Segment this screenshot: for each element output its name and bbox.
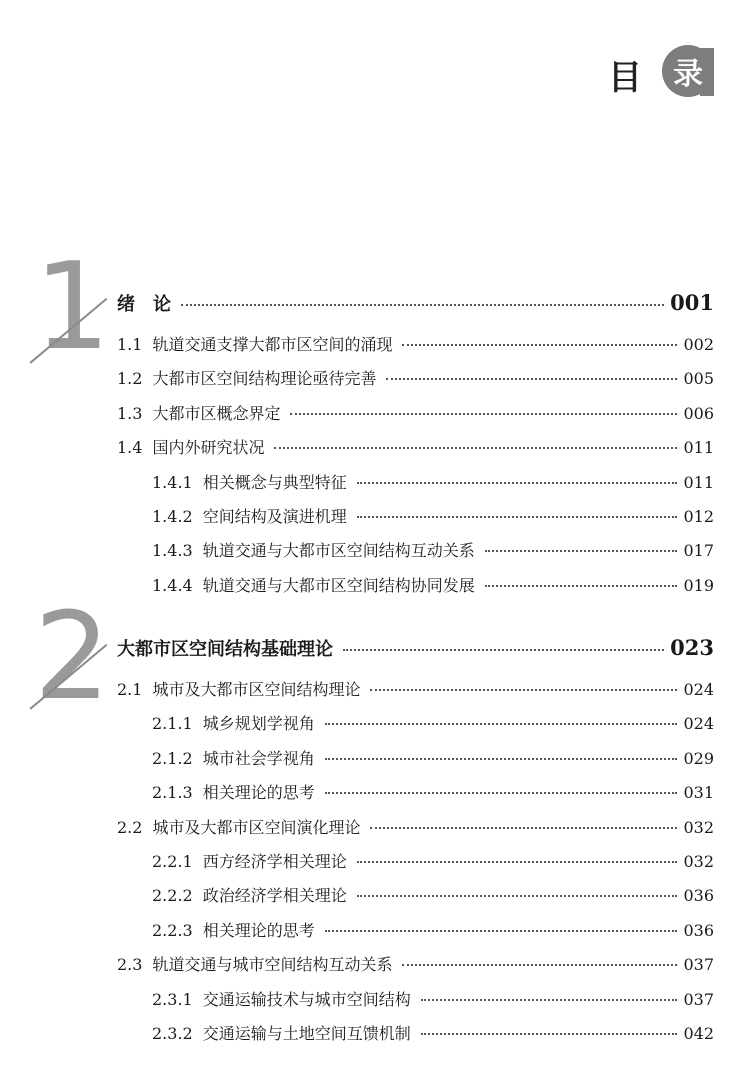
dot-leader: [386, 378, 677, 380]
dot-leader: [325, 792, 678, 794]
section-page-number: 011: [683, 438, 714, 458]
section-number: 1.4: [117, 438, 143, 458]
dot-leader: [325, 930, 678, 932]
dot-leader: [402, 344, 677, 346]
dot-leader: [290, 413, 677, 415]
section-title: 城乡规划学视角: [202, 714, 315, 734]
section-number: 1.2: [117, 369, 143, 389]
section-page-number: 006: [683, 403, 714, 423]
section-number: 2.3.2: [152, 1024, 193, 1043]
section-page-number: 037: [683, 989, 714, 1009]
toc-subsection-row: [152, 504, 714, 527]
section-title: 政治经济学相关理论: [202, 886, 347, 906]
section-number: 2.1.2: [152, 748, 193, 768]
section-number: 2.2: [117, 817, 143, 837]
section-title: 交通运输与土地空间互馈机制: [202, 1024, 411, 1043]
section-page-number: 042: [683, 1024, 714, 1043]
section-page-number: 036: [683, 886, 714, 906]
toc-header-badge: [662, 45, 714, 97]
section-title: 轨道交通支撑大都市区空间的涌现: [152, 335, 393, 354]
section-title: 交通运输技术与城市空间结构: [202, 989, 411, 1009]
section-title: 相关理论的思考: [202, 920, 315, 940]
toc-chapter-row: [117, 290, 714, 316]
section-title: 西方经济学相关理论: [202, 852, 347, 871]
section-title: 大都市区空间结构理论亟待完善: [152, 369, 377, 389]
toc-chapter-row: [117, 635, 714, 661]
section-title: 轨道交通与城市空间结构互动关系: [152, 955, 393, 975]
section-page-number: 005: [683, 369, 714, 389]
toc-subsection-row: [152, 746, 714, 769]
toc-subsection-row: [152, 711, 714, 734]
section-number: 1.4.3: [152, 541, 193, 561]
dot-leader: [370, 827, 677, 829]
section-page-number: 012: [683, 507, 714, 526]
dot-leader: [357, 482, 678, 484]
section-page-number: 032: [683, 817, 714, 837]
dot-leader: [485, 550, 678, 552]
toc-section-row: [117, 366, 714, 389]
dot-leader: [274, 447, 677, 449]
section-title: 轨道交通与大都市区空间结构互动关系: [202, 541, 475, 561]
section-page-number: 024: [683, 680, 714, 699]
dot-leader: [421, 999, 678, 1001]
toc-section-row: [117, 677, 714, 700]
dot-leader: [370, 689, 677, 691]
toc-section-row: [117, 952, 714, 975]
section-title: 相关理论的思考: [202, 783, 315, 803]
chapter-title: 绪 论: [117, 294, 171, 315]
chapter-title: 大都市区空间结构基础理论: [117, 639, 333, 660]
section-number: 1.4.1: [152, 472, 193, 492]
section-page-number: 036: [683, 920, 714, 940]
section-number: 2.3.1: [152, 989, 193, 1009]
dot-leader: [181, 304, 664, 306]
toc-subsection-row: [152, 883, 714, 906]
section-page-number: 029: [683, 748, 714, 768]
dot-leader: [357, 516, 678, 518]
section-page-number: 031: [683, 783, 714, 803]
section-page-number: 037: [683, 955, 714, 975]
toc-subsection-row: [152, 918, 714, 941]
section-number: 2.2.3: [152, 920, 193, 940]
toc-subsection-row: [152, 573, 714, 596]
section-number: 2.3: [117, 955, 143, 975]
dot-leader: [357, 895, 678, 897]
toc-subsection-row: [152, 538, 714, 561]
section-title: 相关概念与典型特征: [202, 472, 347, 492]
toc-header-char-2: 录: [673, 57, 703, 92]
section-title: 城市社会学视角: [202, 748, 315, 768]
section-number: 1.3: [117, 403, 143, 423]
section-title: 城市及大都市区空间结构理论: [152, 680, 361, 699]
section-page-number: 002: [683, 335, 714, 354]
toc-subsection-row: [152, 470, 714, 493]
chapter-page-number: 001: [670, 290, 714, 315]
section-page-number: 032: [683, 852, 714, 871]
dot-leader: [421, 1033, 678, 1035]
chapter-number-graphic: 1: [34, 238, 111, 377]
toc-section-row: [117, 401, 714, 424]
dot-leader: [485, 585, 678, 587]
section-title: 大都市区概念界定: [152, 403, 281, 423]
toc-subsection-row: [152, 1021, 714, 1044]
section-title: 城市及大都市区空间演化理论: [152, 817, 361, 837]
section-title: 轨道交通与大都市区空间结构协同发展: [202, 575, 475, 595]
section-page-number: 011: [683, 472, 714, 492]
section-number: 1.1: [117, 335, 143, 354]
section-number: 2.1.1: [152, 714, 193, 734]
section-number: 2.1: [117, 680, 143, 699]
toc-section-row: [117, 815, 714, 838]
toc-subsection-row: [152, 780, 714, 803]
section-number: 1.4.4: [152, 575, 193, 595]
section-number: 2.2.2: [152, 886, 193, 906]
section-number: 2.2.1: [152, 852, 193, 871]
dot-leader: [343, 649, 664, 651]
section-page-number: 019: [683, 575, 714, 595]
toc-subsection-row: [152, 849, 714, 872]
toc-subsection-row: [152, 987, 714, 1010]
toc-section-row: [117, 332, 714, 355]
chapter-number-graphic: 2: [34, 588, 111, 727]
section-number: 2.1.3: [152, 783, 193, 803]
dot-leader: [325, 758, 678, 760]
section-title: 空间结构及演进机理: [202, 507, 347, 526]
chapter-page-number: 023: [670, 635, 714, 660]
dot-leader: [357, 861, 678, 863]
toc-section-row: [117, 435, 714, 458]
section-title: 国内外研究状况: [152, 438, 265, 458]
section-page-number: 017: [683, 541, 714, 561]
section-number: 1.4.2: [152, 507, 193, 526]
dot-leader: [325, 723, 678, 725]
dot-leader: [402, 964, 677, 966]
toc-header-char-1: 目: [608, 58, 642, 98]
section-page-number: 024: [683, 714, 714, 734]
